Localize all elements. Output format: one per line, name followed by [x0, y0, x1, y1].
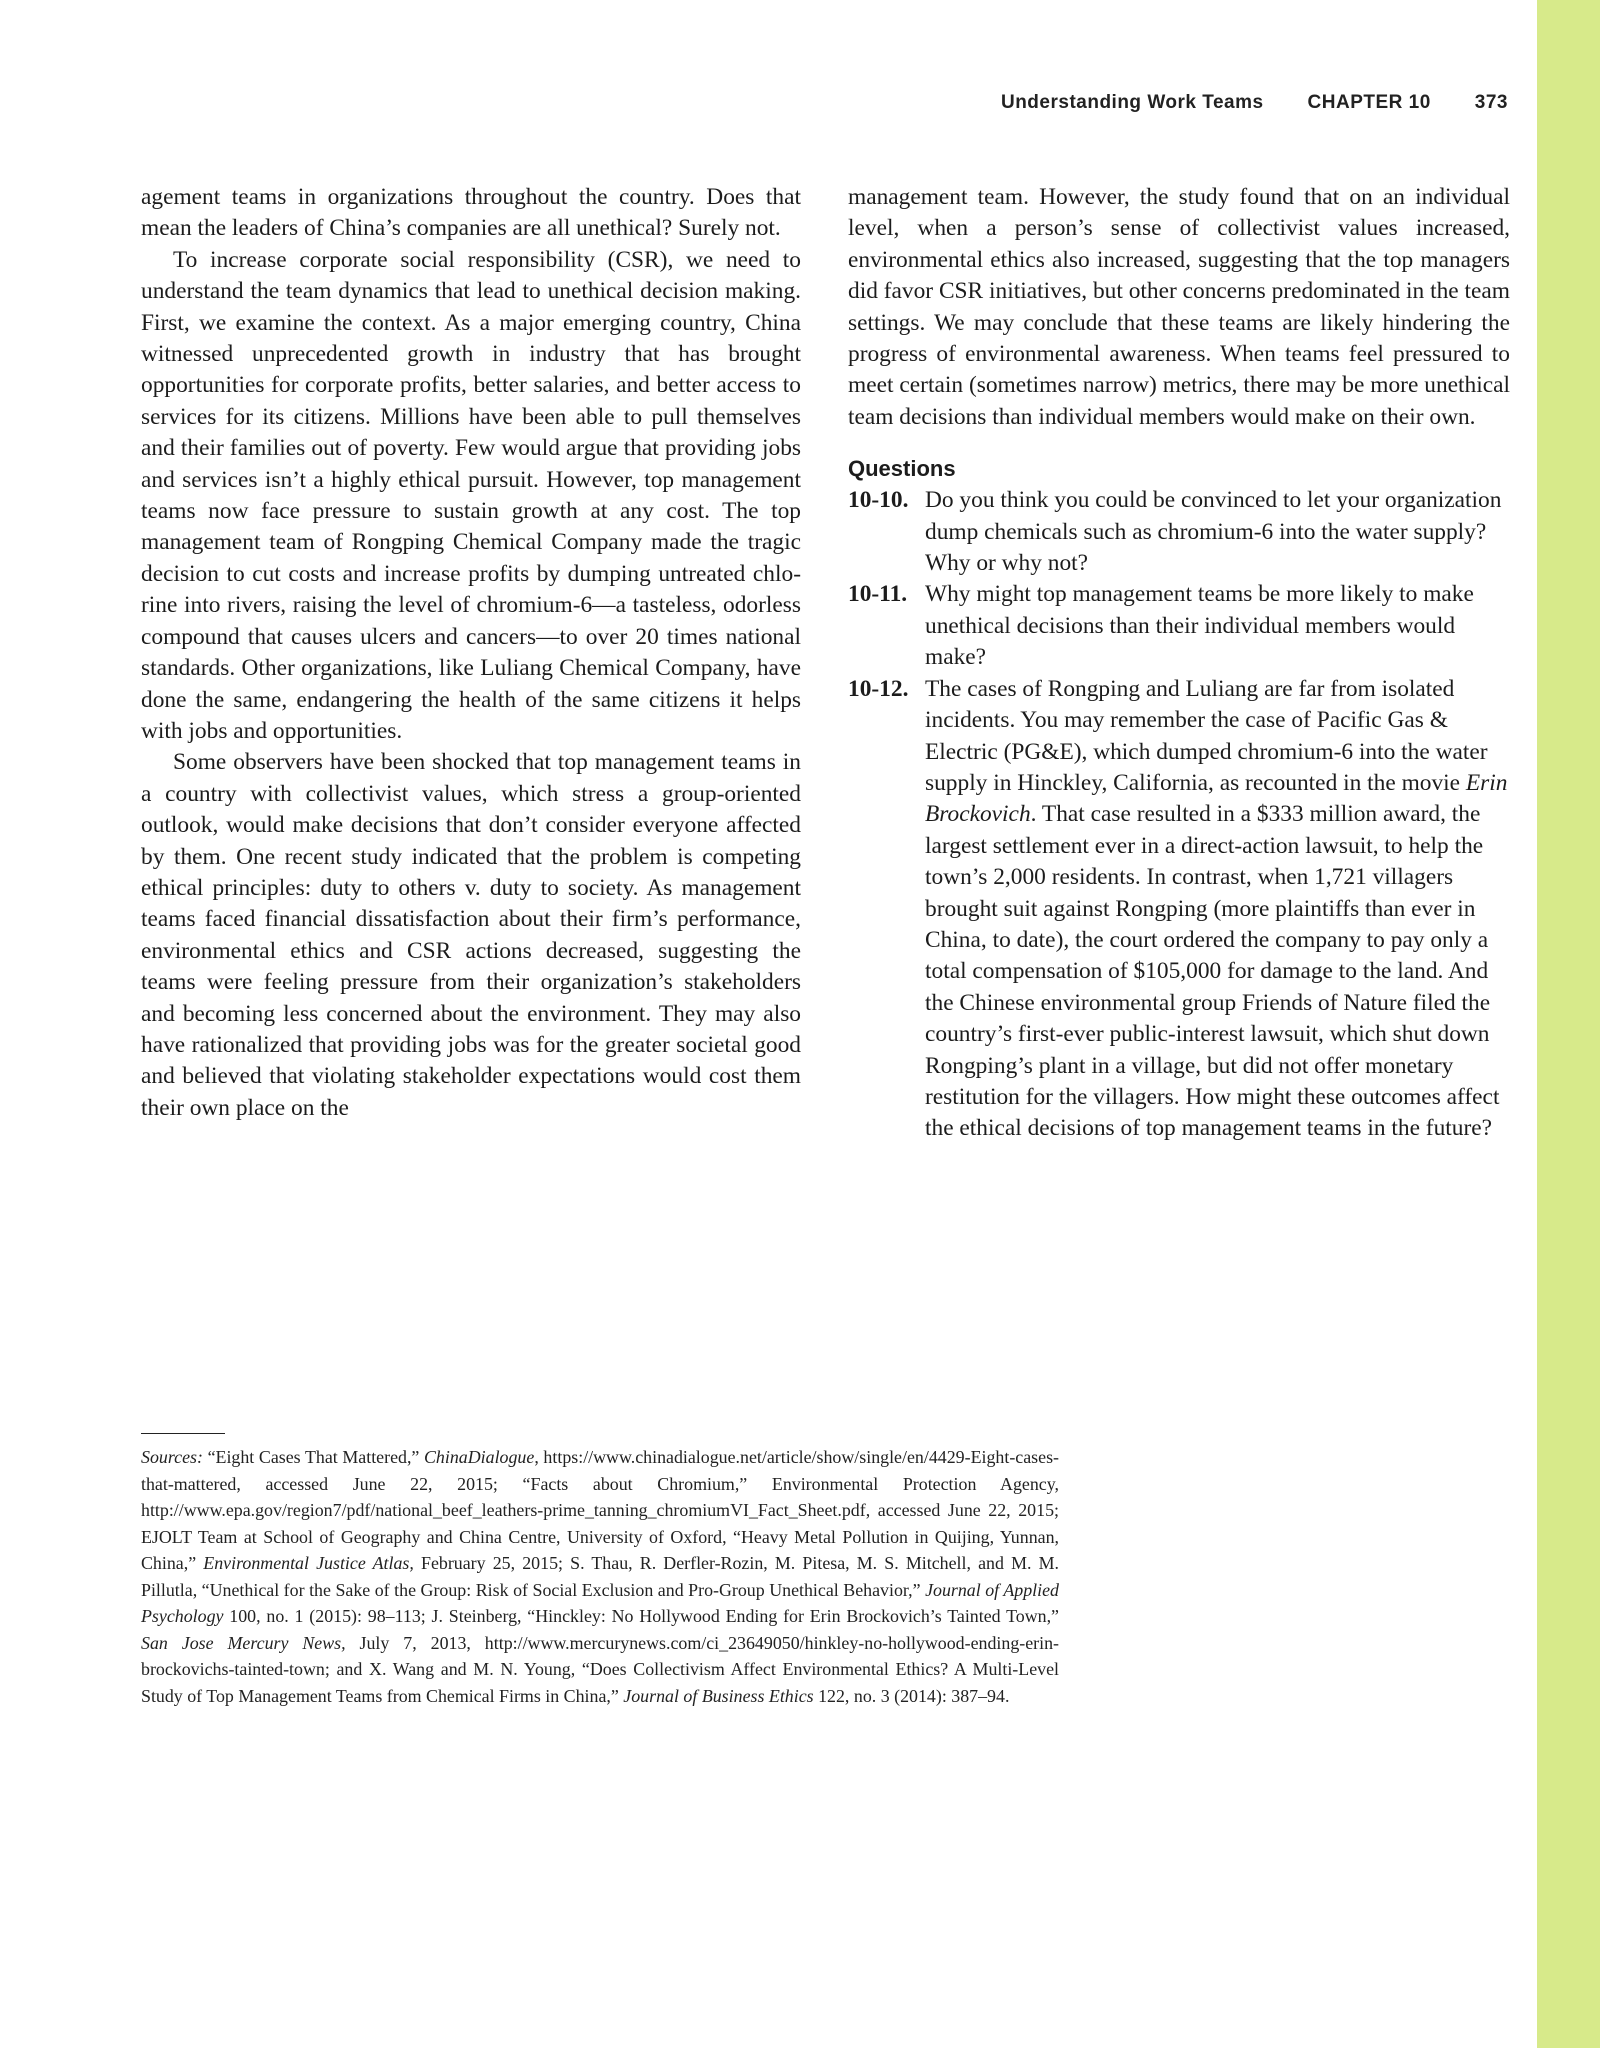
publication-title: Environmental Justice Atlas,	[203, 1553, 414, 1573]
header-chapter: CHAPTER 10	[1307, 92, 1431, 113]
question-number: 10-11.	[848, 581, 908, 608]
footnote-text: February 25, 2015; S. Thau, R. Derfler-Rozin, M. Pitesa, M. S. Mitchell, and M. M. Pillutla, “Unethical for the Sake of the Group: Risk of Social Exclusion and Pro-Group Unethical Behavior,”	[141, 1553, 1059, 1600]
page-number: 373	[1474, 92, 1508, 113]
publication-title: San Jose Mercury News,	[141, 1632, 346, 1653]
sources-footnote	[141, 1444, 1059, 1709]
page-edge-color-band	[1537, 0, 1600, 2048]
footnote-text: 100, no. 1 (2015): 98–113; J. Steinberg, “Hinckley: No Hollywood Ending for Erin Brockovich’s Tainted Town,”	[223, 1606, 1059, 1626]
footnote-divider	[141, 1433, 225, 1434]
sources-label: Sources:	[141, 1447, 203, 1467]
publication-title: Journal of Business Ethics	[623, 1685, 814, 1706]
footnote-text: “Eight Cases That Mattered,”	[202, 1447, 424, 1467]
question-number: 10-10.	[848, 487, 909, 514]
question-item	[848, 674, 1510, 1145]
question-text: Why might top management teams be more likely to make unethical decisions than their individual members would make?	[925, 581, 1474, 671]
publication-title: Journal of Applied Psychology	[141, 1579, 1059, 1626]
question-text: Do you think you could be convinced to let your organization dump chemicals such as chromium-6 into the water supply? Why or why not?	[925, 487, 1502, 577]
publication-title: ChinaDialogue	[424, 1447, 535, 1467]
header-section-title: Understanding Work Teams	[1000, 92, 1264, 113]
running-header	[1001, 90, 1508, 116]
paragraph: To increase corporate social responsibility (CSR), we need to understand the team dynamics that lead to unethical decision making. First, we examine the context. As a major emerging country, China witnessed unprecedented growth in industry that has brought opportunities for corporate profits, better salaries, and better access to services for its citizens. Millions have been able to pull themselves and their families out of poverty. Few would argue that providing jobs and services isn’t a highly ethical pursuit. However, top management teams now face pressure to sustain growth at any cost. The top management team of Rongping Chemical Company made the tragic decision to cut costs and increase profits by dumping untreated chlorine into rivers, raising the level of chromium-6—a tasteless, odorless compound that causes ulcers and cancers—to over 20 times national standards. Other organizations, like Luliang Chemical Company, have done the same, endangering the health of the same citizens it helps with jobs and opportunities.	[141, 246, 801, 744]
footnote-text: , https://www.chinadialogue.net/article/show/single/en/4429-Eight-cases-that-mattered, accessed June 22, 2015; “Facts about Chromium,” Environmental Protection Agency, http://www.epa.gov/region7/pdf/national_beef_leathers-prime_tanning_chromiumVI_Fact_Sheet.pdf, accessed June 22, 2015; EJOLT Team at School of Geography and China Centre, University of Oxford, “Heavy Metal Pollution in Quijing, Yunnan, China,”	[141, 1447, 1059, 1573]
question-number: 10-12.	[848, 675, 909, 702]
question-item	[848, 485, 1510, 579]
questions-heading: Questions	[848, 456, 956, 482]
question-text-part: The cases of Rongping and Luliang are far from isolated incidents. You may remember the case of Pacific Gas & Electric (PG&E), which dumped chromium-6 into the water supply in Hinckley, California, as recounted in the movie	[925, 675, 1488, 796]
question-text	[925, 674, 1510, 1145]
footnote-text: 122, no. 3 (2014): 387–94.	[813, 1685, 1010, 1706]
movie-title: Erin Brockovich	[925, 769, 1508, 828]
paragraph: Some observers have been shocked that top management teams in a country with collectivist values, which stress a group-oriented outlook, would make decisions that don’t consider everyone affected by them. One recent study indicated that the problem is competing ethical principles: duty to others v. duty to society. As management teams faced financial dissatisfaction about their firm’s performance, environmental ethics and CSR actions decreased, suggesting the teams were feeling pressure from their organization’s stakeholders and becoming less concerned about the environment. They may also have rationalized that providing jobs was for the greater societal good and believed that violating stakeholder expectations would cost them their own place on the	[141, 749, 801, 1121]
question-item	[848, 579, 1510, 673]
left-text-column	[141, 182, 801, 1124]
footnote-text: July 7, 2013, http://www.mercurynews.com/ci_23649050/hinkley-no-hollywood-ending-erin-brockovichs-tainted-town; and X. Wang and M. N. Young, “Does Collectivism Affect Environmental Ethics? A Multi-Level Study of Top Management Teams from Chemical Firms in China,”	[141, 1632, 1060, 1706]
right-text-column	[848, 182, 1510, 1145]
question-text-part: . That case resulted in a $333 million award, the largest settlement ever in a direct-action lawsuit, to help the town’s 2,000 residents. In contrast, when 1,721 villagers brought suit against Rongping (more plaintiffs than ever in China, to date), the court ordered the company to pay only a total compensation of $105,000 for damage to the land. And the Chinese environmental group Friends of Nature filed the country’s first-ever public-interest lawsuit, which shut down Rongping’s plant in a village, but did not offer monetary restitution for the villagers. How might these outcomes affect the ethical decisions of top management teams in the future?	[925, 801, 1500, 1142]
paragraph: management team. However, the study found that on an individual level, when a person’s sense of collectivist values increased, environmental ethics also increased, suggesting that the top managers did favor CSR initiatives, but other concerns predominated in the team settings. We may conclude that these teams are likely hindering the progress of environmental awareness. When teams feel pressured to meet certain (sometimes narrow) metrics, there may be more unethical team decisions than individual members would make on their own.	[848, 184, 1510, 430]
paragraph: agement teams in organizations throughout the country. Does that mean the leaders of China’s companies are all unethical? Surely not.	[141, 184, 801, 242]
